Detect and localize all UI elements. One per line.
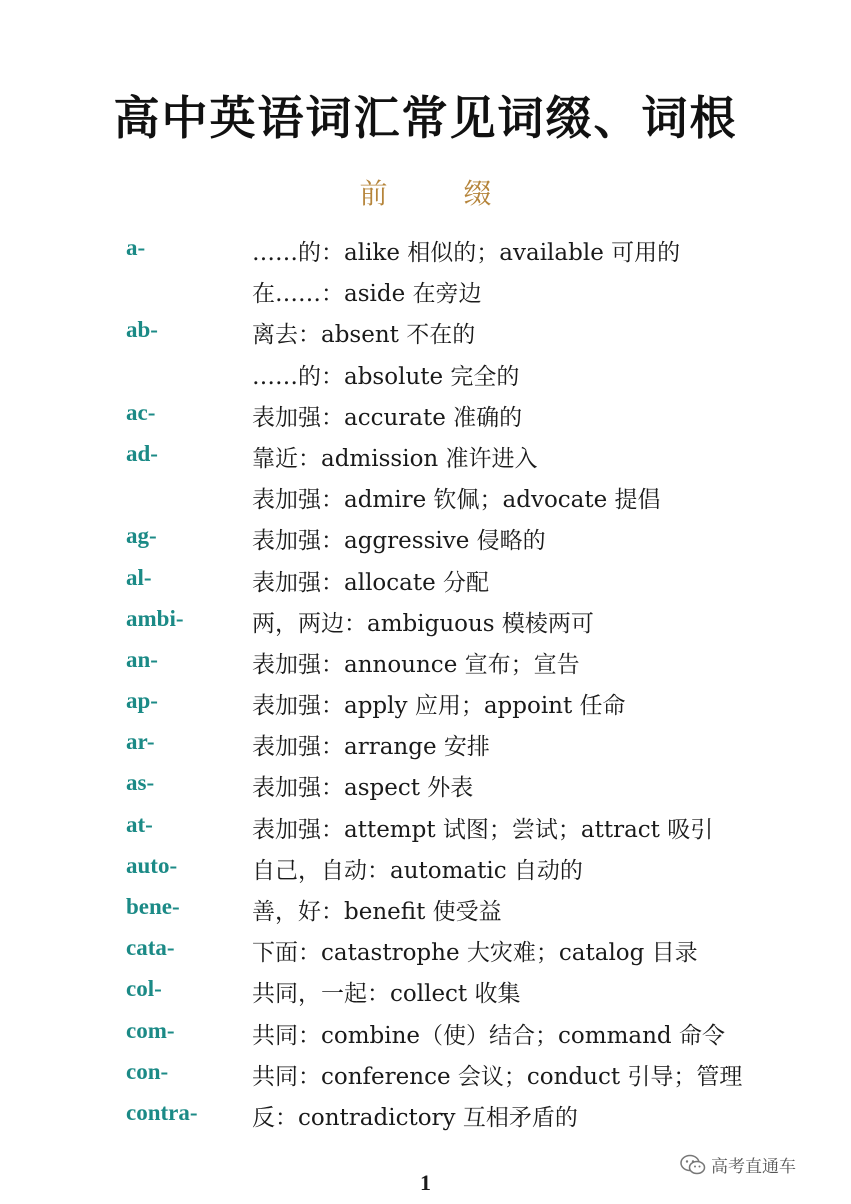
prefix-term: ap-: [126, 688, 158, 714]
prefix-term: an-: [126, 646, 158, 672]
prefix-term: col-: [126, 976, 162, 1002]
prefix-meaning: 共同：conference 会议；conduct 引导；管理: [252, 1063, 743, 1090]
prefix-meaning: 表加强：allocate 分配: [252, 569, 490, 596]
page-number: 1: [420, 1170, 431, 1195]
wechat-icon: [680, 1154, 706, 1176]
prefix-meaning: 两，两边：ambiguous 模棱两可: [252, 610, 594, 637]
list-item: [0, 476, 851, 517]
prefix-term: bene-: [126, 894, 180, 919]
prefix-term: a-: [126, 235, 146, 260]
list-item: [0, 1012, 851, 1053]
section-title: 前 缀: [359, 177, 516, 210]
list-item: [0, 641, 851, 682]
prefix-meaning: 表加强：apply 应用；appoint 任命: [252, 693, 626, 720]
list-item: [0, 806, 851, 847]
list-item: [0, 847, 851, 888]
prefix-meaning: 靠近：admission 准许进入: [252, 445, 538, 472]
prefix-meaning: 表加强：aspect 外表: [252, 775, 474, 802]
list-item: [0, 970, 851, 1011]
list-item: [0, 394, 851, 435]
prefix-term: ad-: [126, 440, 158, 466]
list-item: [0, 1053, 851, 1094]
list-item: [0, 1094, 851, 1135]
watermark: [680, 1152, 796, 1177]
list-item: [0, 929, 851, 970]
prefix-term: at-: [126, 811, 153, 837]
prefix-meaning: 善，好：benefit 使受益: [252, 899, 502, 925]
prefix-term: as-: [126, 770, 155, 796]
prefix-term: auto-: [126, 852, 178, 878]
prefix-term: cata-: [126, 935, 175, 961]
list-item: [0, 600, 851, 641]
list-item: [0, 682, 851, 723]
prefix-meaning: 自己，自动：automatic 自动的: [252, 857, 583, 884]
prefix-term: al-: [126, 564, 152, 590]
list-item: [0, 353, 851, 394]
prefix-term: ac-: [126, 399, 156, 425]
list-item: [0, 517, 851, 558]
list-item: [0, 270, 851, 311]
list-item: [0, 723, 851, 764]
prefix-meaning: ……的：alike 相似的；available 可用的: [252, 240, 681, 266]
list-item: [0, 311, 851, 352]
list-item: [0, 435, 851, 476]
prefix-term: contra-: [126, 1099, 198, 1125]
list-item: [0, 229, 851, 270]
prefix-meaning: 表加强：admire 钦佩；advocate 提倡: [252, 487, 661, 514]
prefix-meaning: 共同，一起：collect 收集: [252, 981, 521, 1008]
prefix-meaning: 反：contradictory 互相矛盾的: [252, 1104, 578, 1131]
prefix-term: com-: [126, 1017, 175, 1043]
prefix-meaning: 表加强：arrange 安排: [252, 734, 490, 761]
prefix-term: ambi-: [126, 605, 184, 631]
prefix-meaning: 表加强：attempt 试图；尝试；attract 吸引: [252, 816, 714, 843]
prefix-meaning: 离去：absent 不在的: [252, 322, 476, 349]
prefix-meaning: ……的：absolute 完全的: [252, 363, 520, 390]
prefix-term: con-: [126, 1058, 169, 1084]
list-item: [0, 559, 851, 600]
prefix-meaning: 下面：catastrophe 大灾难；catalog 目录: [252, 940, 698, 967]
watermark-text: 高考直通车: [711, 1157, 796, 1177]
prefix-meaning: 表加强：accurate 准确的: [252, 404, 523, 431]
list-item: [0, 888, 851, 929]
page-title: 高中英语词汇常见词缀、词根: [113, 91, 738, 145]
prefix-meaning: 表加强：aggressive 侵略的: [252, 528, 546, 555]
prefix-list: [0, 229, 851, 1135]
prefix-term: ag-: [126, 523, 157, 549]
prefix-meaning: 在……：aside 在旁边: [252, 281, 482, 308]
list-item: [0, 764, 851, 805]
prefix-meaning: 共同：combine（使）结合；command 命令: [252, 1022, 725, 1049]
prefix-term: ab-: [126, 317, 158, 343]
prefix-meaning: 表加强：announce 宣布；宣告: [252, 651, 580, 678]
prefix-term: ar-: [126, 729, 155, 755]
